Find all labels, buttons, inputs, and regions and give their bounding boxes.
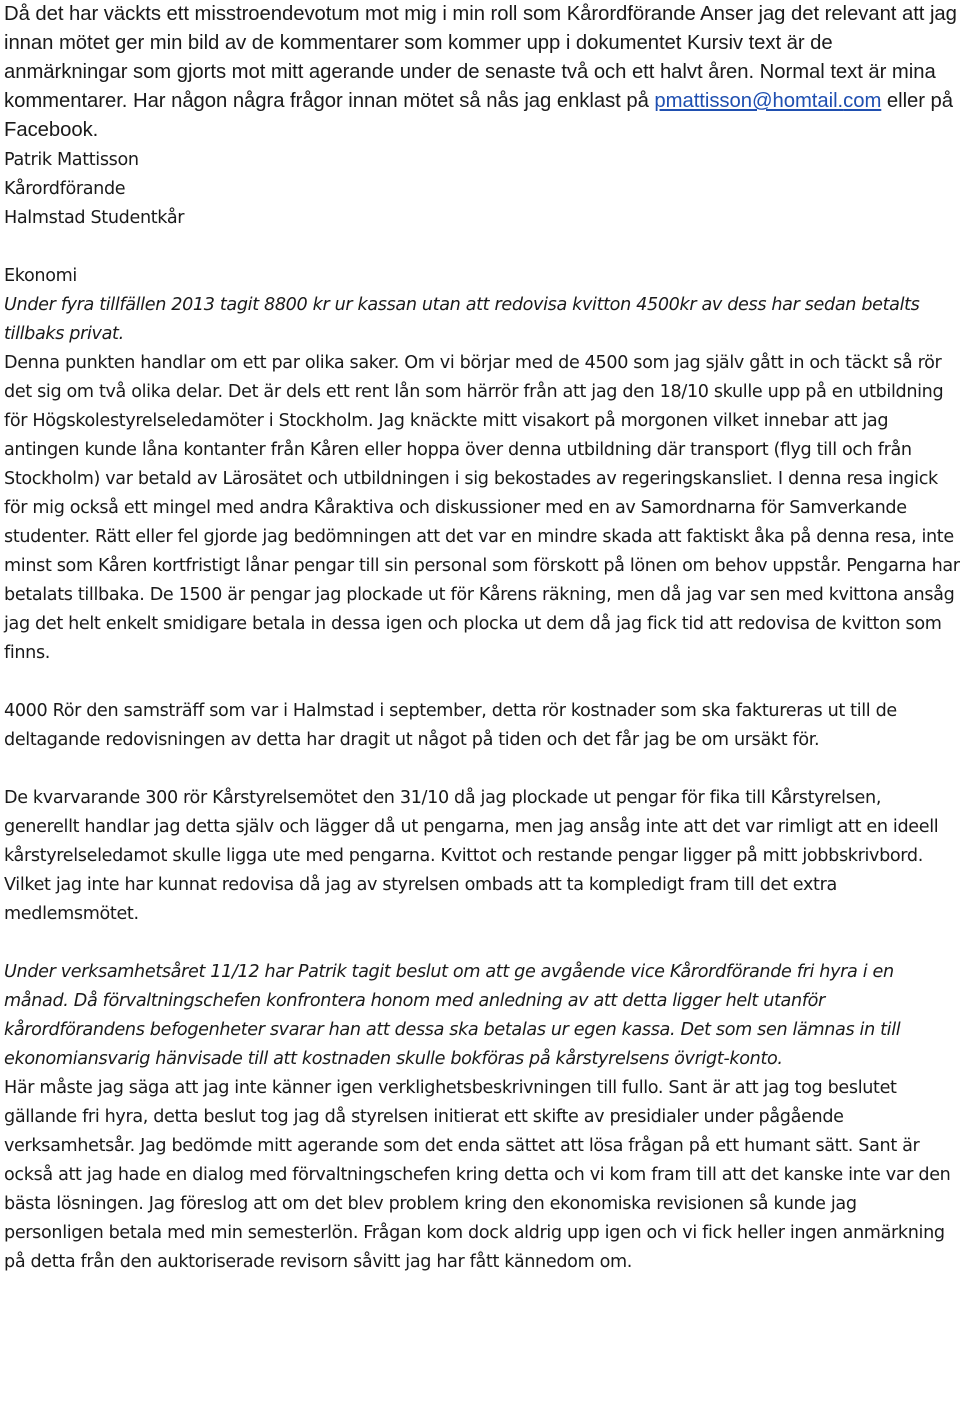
- email-link[interactable]: pmattisson@homtail.com: [654, 90, 882, 112]
- signature-name: Patrik Mattisson: [4, 150, 139, 170]
- spacer: [4, 929, 960, 958]
- reply-paragraph: De kvarvarande 300 rör Kårstyrelsemötet den 31/10 då jag plockade ut pengar för fika till Kårstyrelsen, generellt handlar jag detta själv och lägger då ut pengarna, men jag ansåg inte att det var rimligt att en ideell kårstyrelseledamot skulle ligga ute med pengarna. Kvittot och restande pengar ligger på mitt jobbskrivbord. Vilket jag inte har kunnat redovisa då jag av styrelsen ombads att ta kompledigt fram till det extra medlemsmötet.: [4, 788, 939, 924]
- reply-paragraph: Här måste jag säga att jag inte känner igen verklighetsbeskrivningen till fullo. Sant är att jag tog beslutet gällande fri hyra, detta beslut tog jag då styrelsen initierat ett skifte av presidialer under pågående verksamhetsår. Jag bedömde mitt agerande som det enda sättet att lösa frågan på ett humant sätt. Sant är också att jag hade en dialog med förvaltningschefen kring detta och vi kom fram till att det kanske inte var den bästa lösningen. Jag föreslog att om det blev problem kring den ekonomiska revisionen så kunde jag personligen betala med min semesterlön. Frågan kom dock aldrig upp igen och vi fick heller ingen anmärkning på detta från den auktoriserade revisorn såvitt jag har fått kännedom om.: [4, 1078, 951, 1272]
- signature-role: Kårordförande: [4, 179, 126, 199]
- intro-paragraph: [4, 0, 960, 145]
- intro-text-end: eller på Facebook.: [4, 90, 953, 141]
- complaint-paragraph: Under verksamhetsåret 11/12 har Patrik tagit beslut om att ge avgående vice Kårordförande fri hyra i en månad. Då förvaltningschefen konfrontera honom med anledning av att detta ligger helt utanför kårordförandens befogenheter svarar han att dessa ska betalas ur egen kassa. Det som sen lämnas in till ekonomiansvarig hänvisade till att kostnaden skulle bokföras på kårstyrelsens övrigt-konto.: [4, 962, 901, 1069]
- spacer: [4, 755, 960, 784]
- complaint-paragraph: Under fyra tillfällen 2013 tagit 8800 kr ur kassan utan att redovisa kvitton 4500kr av dess har sedan betalts tillbaks privat.: [4, 295, 920, 344]
- reply-paragraph: Denna punkten handlar om ett par olika saker. Om vi börjar med de 4500 som jag själv gått in och täckt så rör det sig om två olika delar. Det är dels ett rent lån som härrör från att jag den 18/10 skulle upp på en utbildning för Högskolestyrelseledamöter i Stockholm. Jag knäckte mitt visakort på morgonen vilket innebar att jag antingen kunde låna kontanter från Kåren eller hoppa över denna utbildning där transport (flyg till och från Stockholm) var betald av Lärosätet och utbildningen i sig bekostades av regeringskansliet. I denna resa ingick för mig också ett mingel med andra Kåraktiva och diskussioner med en av Samordnarna för Samverkande studenter. Rätt eller fel gjorde jag bedömningen att det var en mindre skada att faktiskt åka på denna resa, inte minst som Kåren kortfristigt lånar pengar till sin personal som förskott på lönen om behov uppstår. Pengarna har betalats tillbaka. De 1500 är pengar jag plockade ut för Kårens räkning, men då jag var sen med kvittona ansåg jag det helt enkelt smidigare betala in dessa igen och plocka ut dem då jag fick tid att redovisa de kvitton som finns.: [4, 353, 960, 663]
- reply-paragraph: 4000 Rör den samsträff som var i Halmstad i september, detta rör kostnader som ska faktureras ut till de deltagande redovisningen av detta har dragit ut något på tiden och det får jag be om ursäkt för.: [4, 701, 897, 750]
- spacer: [4, 233, 960, 262]
- intro-text: Då det har väckts ett misstroendevotum mot mig i min roll som Kårordförande Anser jag det relevant att jag innan mötet ger min bild av de kommentarer som kommer upp i dokumentet Kursiv text är de anmärkningar som gjorts mot mitt agerande under de senaste två och ett halvt åren. Normal text är mina kommentarer. Har någon några frågor innan mötet så nås jag enklast på: [4, 3, 957, 112]
- section-title: Ekonomi: [4, 266, 77, 286]
- signature-block: [4, 146, 960, 233]
- spacer: [4, 668, 960, 697]
- signature-org: Halmstad Studentkår: [4, 208, 185, 228]
